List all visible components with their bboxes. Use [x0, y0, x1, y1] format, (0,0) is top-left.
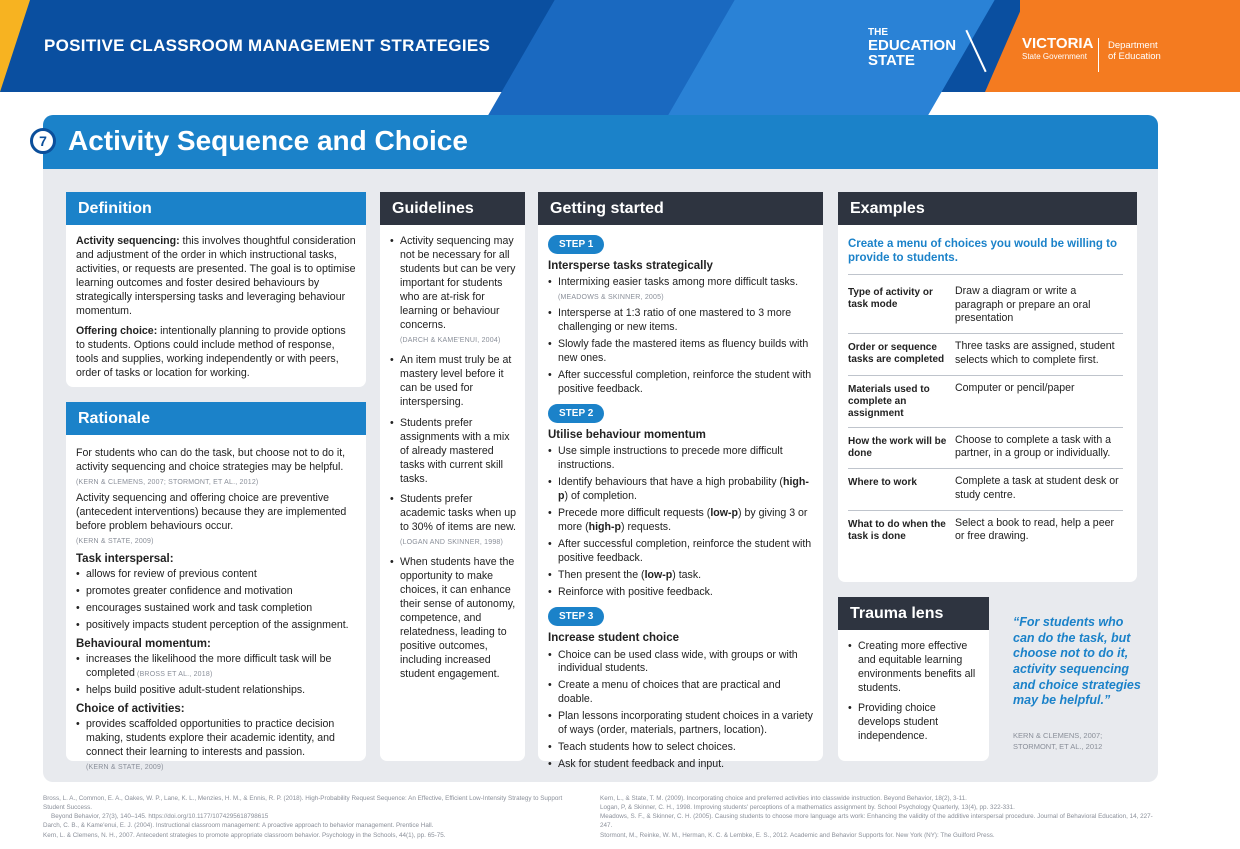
guideline-text: When students have the opportunity to make choices, it can enhance their sense of autonomy, competence, and relatedness, leading to positive outcomes, including increased student engagement. [400, 556, 516, 681]
step1-title: Intersperse tasks strategically [548, 260, 713, 273]
example-value: Computer or pencil/paper [955, 381, 1075, 394]
list-item: • Use simple instructions to precede more difficult instructions. [548, 445, 813, 473]
list-item [76, 718, 356, 774]
definition-choice-text: intentionally planning to provide options to students. Options could include method of response, tools and supplies, working independently or with peers, order of tasks or location for working. [76, 324, 346, 379]
step1-list [548, 276, 813, 397]
table-row [848, 428, 1123, 470]
reference-item: Logan, P, & Skinner, C. H., 1998. Improving students' perceptions of a mathematics assignment by. School Psychology Quarterly, 13(4), pp. 322-331. [600, 804, 1015, 812]
behavioural-momentum-heading: Behavioural momentum: [76, 637, 211, 650]
example-value: Choose to complete a task with a partner, in a group or individually. [955, 433, 1112, 460]
step2-badge: STEP 2 [548, 404, 604, 423]
step2-item3-a: Precede more difficult requests ( [558, 507, 711, 520]
list-item: • positively impacts student perception of the assignment. [76, 619, 356, 633]
definition-choice [76, 325, 356, 381]
reference-item: Kern, L., & State, T. M. (2009). Incorporating choice and preferred activities into classwide instruction. Beyond Behavior, 18(2), 3-11. [600, 795, 967, 802]
guidelines-card [380, 192, 525, 761]
list-item [390, 235, 517, 347]
logo-divider [1098, 38, 1099, 72]
guidelines-list [390, 235, 517, 682]
example-key: Materials used to complete an assignment [848, 383, 930, 419]
list-item [390, 493, 517, 549]
step2-item5-a: Then present the ( [558, 569, 645, 582]
banner-orange-edge [985, 0, 1025, 92]
momentum-item1-text: increases the likelihood the more difficult task will be completed [86, 653, 332, 679]
list-item: • encourages sustained work and task completion [76, 602, 356, 616]
step2-item3-e: ) requests. [620, 521, 672, 534]
table-row [848, 469, 1123, 511]
example-value: Complete a task at student desk or study centre. [955, 475, 1119, 501]
task-interspersal-heading: Task interspersal: [76, 552, 174, 565]
definition-card [66, 192, 366, 387]
choice-of-activities-list [76, 718, 356, 774]
guideline-text: An item must truly be at mastery level before it can be used for interspersing. [400, 353, 512, 408]
reference-item: Beyond Behavior, 27(3), 140–145. https://doi.org/10.1177/1074295618798615 [51, 813, 269, 821]
step3-badge: STEP 3 [548, 607, 604, 626]
edu-logo-the: THE [868, 27, 888, 38]
list-item: • allows for review of previous content [76, 568, 356, 582]
table-row [848, 511, 1123, 552]
list-item: • Providing choice develops student independence. [848, 702, 981, 744]
department-label [1108, 40, 1161, 63]
vic-logo-text: VICTORIA [1022, 35, 1094, 52]
guideline-cite: (DARCH & KAME'ENUI, 2004) [400, 336, 501, 344]
education-state-logo [868, 28, 956, 68]
step1-item1-cite: (MEADOWS & SKINNER, 2005) [558, 294, 664, 302]
behavioural-momentum-list [76, 653, 356, 698]
example-value: Select a book to read, help a peer or free drawing. [955, 516, 1115, 543]
example-key: What to do when the task is done [848, 518, 946, 542]
reference-item: Darch, C. B., & Kame'enui, E. J. (2004). Instructional classroom management: A proactive approach to behavior management. Prentice Hall. [43, 822, 434, 830]
vic-logo-sub: State Government [1022, 52, 1087, 61]
choice-of-activities-heading: Choice of activities: [76, 702, 185, 715]
list-item [390, 417, 517, 487]
list-item [390, 556, 517, 682]
list-item: • promotes greater confidence and motivation [76, 585, 356, 599]
rationale-p2-text: Activity sequencing and offering choice are preventive (antecedent interventions) because they are implemented before problem behaviours occur. [76, 491, 347, 532]
choice-item-text: provides scaffolded opportunities to practice decision making, students explore their academic identity, and connect their learning to interests and passion. [86, 718, 335, 759]
list-item: • Intersperse at 1:3 ratio of one mastered to 3 more challenging or new items. [548, 307, 813, 335]
reference-item: Stormont, M., Reinke, W. M., Herman, K. C. & Lembke, E. S., 2012. Academic and Behavior Supports for. New York (NY): The Guilford Press. [600, 831, 995, 839]
banner-yellow-shape [0, 0, 30, 92]
trauma-lens-heading: Trauma lens [838, 597, 989, 630]
step2-title: Utilise behaviour momentum [548, 429, 706, 442]
task-interspersal-list [76, 568, 356, 633]
reference-item: Meadows, S. F., & Skinner, C. H. (2005). Causing students to choose more language arts work: Enhancing the validity of the additive interspersal procedure. Journal of Behavioral Education, 14, 227-247. [600, 813, 1153, 830]
victoria-logo [1022, 36, 1093, 61]
choice-item-cite: (KERN & STATE, 2009) [86, 763, 164, 771]
dept-line1: Department [1108, 40, 1158, 51]
definition-sequencing [76, 235, 356, 319]
edu-logo-line1: EDUCATION [868, 37, 957, 54]
table-row [848, 334, 1123, 376]
step2-item3-c: ) by giving 3 or more ( [558, 507, 808, 534]
step2-item3-b: low-p [710, 507, 738, 520]
step3-list [548, 649, 813, 773]
list-item: • Plan lessons incorporating student choices in a variety of ways (order, materials, partners, location). [548, 710, 813, 738]
step2-list [548, 445, 813, 600]
getting-started-card [538, 192, 823, 771]
list-item: • After successful completion, reinforce the student with positive feedback. [548, 538, 813, 566]
list-item: • Teach students how to select choices. [548, 741, 813, 755]
list-item: • helps build positive adult-student relationships. [76, 684, 356, 698]
step2-item5-b: low-p [644, 569, 673, 582]
getting-started-heading: Getting started [538, 192, 823, 225]
rationale-card [66, 402, 366, 771]
guidelines-heading: Guidelines [380, 192, 525, 225]
reference-item: Bross, L. A., Common, E. A., Oakes, W. P., Lane, K. L., Menzies, H. M., & Ennis, R. P. (2018). High-Probability Request Sequence: An Effective, Efficient Low-Intensity Strategy to Support Student Success. [43, 795, 563, 812]
list-item: • Choice can be used class wide, with groups or with individual students. [548, 649, 813, 677]
guideline-text: Students prefer academic tasks when up to 30% of items are new. [400, 493, 517, 534]
rationale-p2-cite: (KERN & STATE, 2009) [76, 537, 154, 545]
header-banner [0, 0, 1200, 92]
list-item: • Create a menu of choices that are practical and doable. [548, 679, 813, 707]
section-number-badge: 7 [30, 128, 56, 154]
page-title: Activity Sequence and Choice [68, 125, 468, 156]
logo-slash [965, 30, 986, 73]
step1-item1-text: Intermixing easier tasks among more difficult tasks. [558, 276, 799, 289]
guideline-text: Activity sequencing may not be necessary for all students but can be very important for students who are at-risk for learning or behaviour concerns. [400, 235, 516, 331]
step2-item2-a: Identify behaviours that have a high probability ( [558, 476, 783, 489]
guideline-text: Students prefer assignments with a mix of already mastered tasks with current skill tasks. [400, 416, 510, 485]
reference-item: Kern, L. & Clemens, N. H., 2007. Antecedent strategies to promote appropriate classroom behavior. Psychology in the Schools, 44(1), pp. 65-75. [43, 831, 446, 839]
pull-quote-cite [1013, 731, 1143, 752]
dept-line2: of Education [1108, 51, 1161, 63]
rationale-p1-cite: (KERN & CLEMENS, 2007; STORMONT, ET AL., 2012) [76, 478, 259, 486]
rationale-p1-text: For students who can do the task, but choose not to do it, activity sequencing and choice strategies may be helpful. [76, 447, 346, 473]
list-item: • Creating more effective and equitable learning environments benefits all students. [848, 640, 981, 696]
definition-sequencing-term: Activity sequencing: [76, 235, 180, 247]
example-key: Order or sequence tasks are completed [848, 342, 945, 366]
list-item: • After successful completion, reinforce the student with positive feedback. [548, 369, 813, 397]
example-key: Where to work [848, 477, 917, 489]
definition-sequencing-text: this involves thoughtful consideration and adjustment of the order in which instructional tasks, activities, or requests are presented. The goal is to optimise learning outcomes and foster desired behaviours by strategically interspersing tasks and leveraging behaviour momentum. [76, 235, 356, 317]
rationale-p2 [76, 492, 356, 548]
step1-badge: STEP 1 [548, 235, 604, 254]
list-item [76, 653, 356, 681]
quote-cite-line1: KERN & CLEMENS, 2007; [1013, 731, 1103, 740]
step3-title: Increase student choice [548, 632, 680, 645]
example-value: Draw a diagram or write a paragraph or prepare an oral presentation [955, 284, 1091, 325]
table-row [848, 376, 1123, 428]
list-item [390, 354, 517, 410]
step2-item2-c: ) of completion. [564, 490, 637, 503]
edu-logo-line2: STATE [868, 52, 915, 69]
pull-quote: “For students who can do the task, but choose not to do it, activity sequencing and choice strategies may be helpful.” [1013, 615, 1141, 708]
trauma-lens-list [848, 640, 981, 744]
banner-title: POSITIVE CLASSROOM MANAGEMENT STRATEGIES [44, 36, 491, 55]
momentum-item1-cite: (BROSS ET AL., 2018) [134, 670, 213, 678]
list-item: • Ask for student feedback and input. [548, 758, 813, 772]
example-key: How the work will be done [848, 435, 947, 459]
definition-choice-term: Offering choice: [76, 324, 158, 337]
references-right [600, 794, 1160, 840]
rationale-heading: Rationale [66, 402, 366, 435]
quote-cite-line2: STORMONT, ET AL., 2012 [1013, 741, 1103, 751]
definition-heading: Definition [66, 192, 366, 225]
step2-item5-c: ) task. [672, 569, 702, 582]
examples-heading: Examples [838, 192, 1137, 225]
references-left [43, 794, 583, 840]
guideline-cite: (LOGAN AND SKINNER, 1998) [400, 539, 504, 547]
examples-card [838, 192, 1137, 582]
step2-item2-b: high-p [558, 476, 809, 503]
step2-item3-d: high-p [588, 521, 621, 534]
list-item: • Reinforce with positive feedback. [548, 586, 813, 600]
list-item: • Slowly fade the mastered items as fluency builds with new ones. [548, 338, 813, 366]
trauma-lens-card [838, 597, 989, 761]
example-value: Three tasks are assigned, student selects which to complete first. [955, 340, 1115, 366]
example-key: Type of activity or task mode [848, 286, 933, 310]
list-item [548, 569, 813, 583]
list-item [548, 276, 813, 304]
rationale-p1 [76, 447, 356, 489]
examples-intro: Create a menu of choices you would be willing to provide to students. [848, 237, 1123, 275]
list-item [548, 507, 813, 535]
table-row [848, 279, 1123, 334]
list-item [548, 476, 813, 504]
